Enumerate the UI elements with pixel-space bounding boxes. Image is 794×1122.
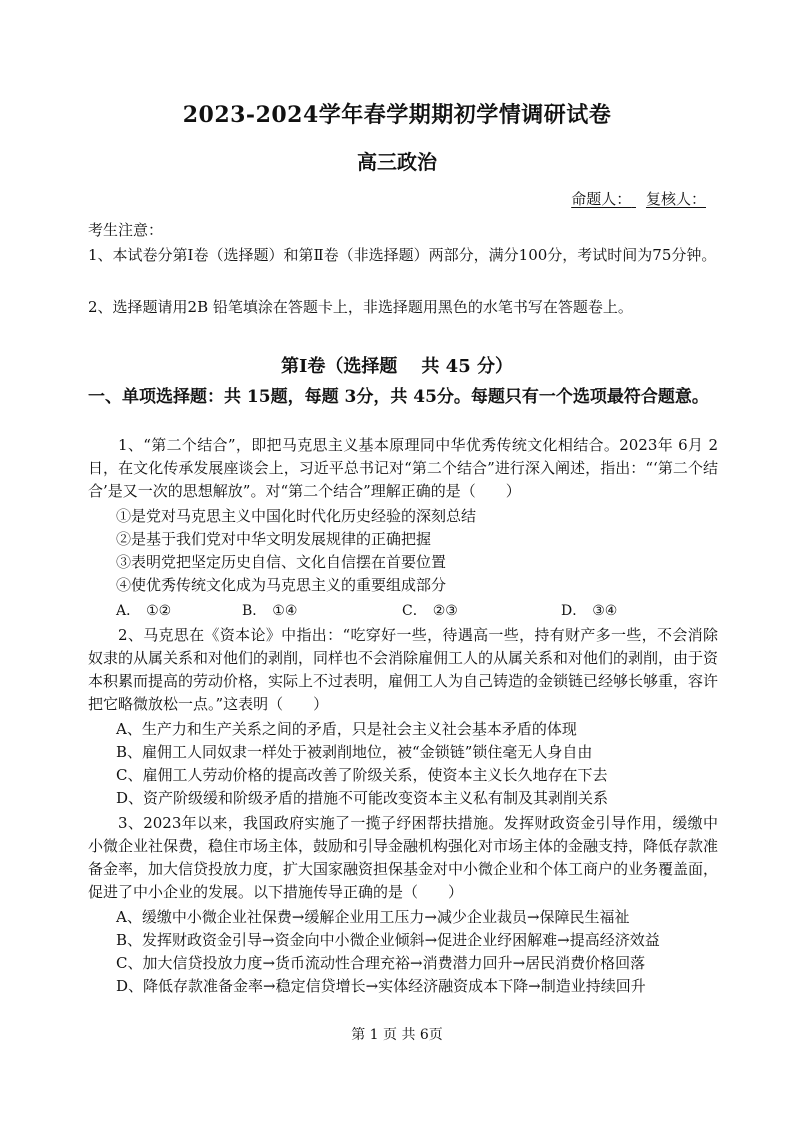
question-1-choice-b [242,600,297,620]
exam-title: 2023-2024学年春学期期初学情调研试卷 [182,102,612,128]
notice-heading: 考生注意： [88,221,164,239]
notice-item-1: 1、本试卷分第Ⅰ卷（选择题）和第Ⅱ卷（非选择题）两部分，满分100分，考试时间为75分钟。 [88,246,717,264]
choice-label: C． [402,603,427,619]
question-3-option-c: C、加大信贷投放力度→货币流动性合理充裕→消费潜力回升→居民消费价格回落 [116,954,646,972]
question-1-statement-1: ①是党对马克思主义中国化时代化历史经验的深刻总结 [116,507,477,525]
section-score: 共 45 分） [421,356,513,377]
page-indicator: 第 1 页 共 6页 [351,1027,443,1043]
question-1-statement-4: ④使优秀传统文化成为马克思主义的重要组成部分 [116,576,447,594]
choice-label: A． [116,603,141,619]
question-1-choice-a [116,600,171,620]
question-2-option-a: A、生产力和生产关系之间的矛盾，只是社会主义社会基本矛盾的体现 [116,720,577,738]
choice-label: D． [561,603,587,619]
question-2-stem: 2、马克思在《资本论》中指出：“吃穿好一些，待遇高一些，持有财产多一些，不会消除奴隶的从属关系和对他们的剥削，同样也不会消除雇佣工人的从属关系和对他们的剥削，由于资本积累而提高的劳动价格，实际上不过表明，雇佣工人为自己铸造的金锁链已经够长够重，容许把它略微放松一点。”这表明（ ） [88,626,719,713]
question-3-option-d: D、降低存款准备金率→稳定信贷增长→实体经济融资成本下降→制造业持续回升 [116,977,646,995]
reviewer-label: 复核人： [645,190,706,208]
choice-value: ③④ [592,603,618,619]
choice-value: ①④ [272,603,298,619]
question-2-option-d: D、资产阶级缓和阶级矛盾的措施不可能改变资本主义私有制及其剥削关系 [116,789,609,807]
section-title [0,352,794,378]
question-3-option-b: B、发挥财政资金引导→资金向中小微企业倾斜→促进企业纾困解难→提高经济效益 [116,931,660,949]
section-title-part: 第Ⅰ卷（选择题 [280,356,398,377]
choice-label: B． [242,603,267,619]
choice-value: ②③ [432,603,458,619]
question-1-stem: 1、“第二个结合”，即把马克思主义基本原理同中华优秀传统文化相结合。2023年 6月 2日，在文化传承发展座谈会上，习近平总书记对“第二个结合”进行深入阐述，指出：“‘第二个结合’是又一次的思想解放”。对“第二个结合”理解正确的是（ ） [88,436,718,500]
question-1-statement-2: ②是基于我们党对中华文明发展规律的正确把握 [116,530,432,548]
choice-value: ①② [146,603,172,619]
author-line [561,188,706,209]
question-3-stem: 3、2023年以来，我国政府实施了一揽子纾困帮扶措施。发挥财政资金引导作用，缓缴中小微企业社保费，稳住市场主体，鼓励和引导金融机构强化对市场主体的金融支持，降低存款准备金率，加大信贷投放力度，扩大国家融资担保基金对中小微企业和个体工商户的业务覆盖面，促进了中小企业的发展。以下措施传导正确的是（ ） [88,814,719,901]
question-1-choice-d [561,600,617,620]
author-label: 命题人： [571,190,632,208]
question-2-option-c: C、雇佣工人劳动价格的提高改善了阶级关系，使资本主义长久地存在下去 [116,766,608,784]
question-1-statement-3: ③表明党把坚定历史自信、文化自信摆在首要位置 [116,553,447,571]
part-heading: 一、单项选择题：共 15题，每题 3分，共 45分。每题只有一个选项最符合题意。 [88,387,709,407]
notice-item-2: 2、选择题请用2B 铅笔填涂在答题卡上，非选择题用黑色的水笔书写在答题卷上。 [88,298,633,316]
question-3-option-a: A、缓缴中小微企业社保费→缓解企业用工压力→减少企业裁员→保障民生福祉 [116,908,630,926]
question-1-choice-c [402,600,458,620]
exam-subject: 高三政治 [357,150,437,174]
question-2-option-b: B、雇佣工人同奴隶一样处于被剥削地位，被“金锁链”锁住毫无人身自由 [116,743,593,761]
